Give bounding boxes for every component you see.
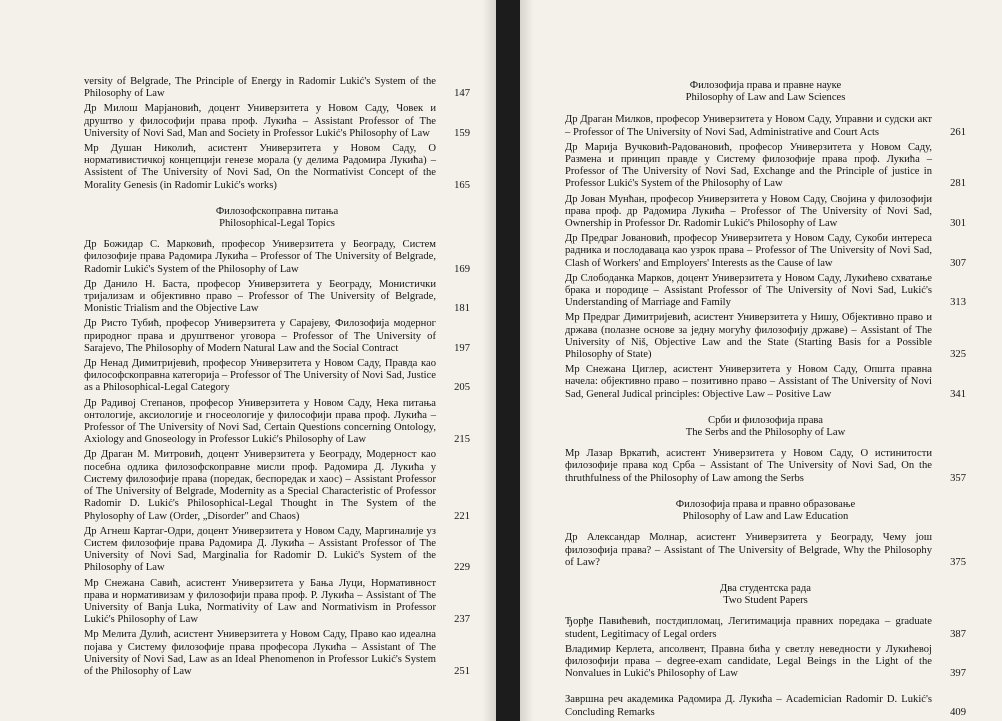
toc-entry	[565, 273, 966, 310]
page-number: 387	[950, 628, 966, 640]
toc-entry	[565, 616, 966, 640]
page-number: 237	[454, 614, 470, 626]
section-title-sr: Филозофија права и правно образовање	[675, 498, 856, 510]
page-number: 221	[454, 510, 470, 522]
gutter-shadow	[520, 0, 534, 721]
page-number: 307	[950, 257, 966, 269]
page-number: 375	[950, 556, 966, 568]
toc-entry-closing	[565, 694, 966, 718]
section-heading	[565, 80, 966, 104]
page-number: 261	[950, 126, 966, 138]
page-number: 409	[950, 706, 966, 718]
toc-entry	[565, 448, 966, 485]
entry-text: Мр Предраг Димитријевић, асистент Универзитета у Нишу, Објективно право и држава (полазне основе за једну могућу филозофију државе) – Assistant of The University of Niš, Objective Law and the State (Starting Basis for a Possible Philosophy of State)	[565, 312, 932, 361]
entry-text: Мр Снежана Савић, асистент Универзитета у Бања Луци, Нормативност права и нормативизам у филозофији права проф. Р. Лукића – Assistant of The University of Banja Luka, Normativity of Law and Normativism in Professor Lukić's Philosophy of Law	[84, 577, 436, 626]
page-number: 205	[454, 382, 470, 394]
page-number: 251	[454, 665, 470, 677]
section-heading	[565, 415, 966, 439]
entry-text: Др Радивој Степанов, професор Универзитета у Новом Саду, Нека питања онтологије, аксиологије и гносеологије у философији права проф. Лукића – Professor of The University of Novi Sad, Certain Questions concerning Ontology, Axiology and Gnoseology in Professor Lukić's Philosophy of Law	[84, 397, 436, 446]
entry-text: Мр Душан Николић, асистент Универзитета у Новом Саду, О нормативистичкој концепцији генезе морала (у делима Радомира Лукића) – Assistent of The University of Novi Sad, On the Normativist Concept of the Morality Genesis (in Radomir Lukić's works)	[84, 143, 436, 191]
entry-text: Др Драган М. Митровић, доцент Универзитета у Београду, Модерност као посебна одлика филозофскоправне мисли проф. Радомира Д. Лукића у Систему филозофије права (поредак, беспоредак и хаос) – Assistant Professor of The University of Belgrade, Modernity as a Special Characteristic of Professor Radomir D. Lukić's Philosophical-Legal Thought in The System of the Phylosophy of Law (Order, „Disorder" and Chaos)	[84, 449, 436, 522]
entry-text: Др Данило Н. Баста, професор Универзитета у Београду, Монистички тријализам и објективно право – Professor of The University of Belgrade, Monistic Trialism and the Objective Law	[84, 278, 436, 315]
entry-text: Др Предраг Јовановић, професор Универзитета у Новом Саду, Сукоби интереса радника и послодаваца као узрок права – Professor of The University of Novi Sad, Clash of Workers' and Employers' Interests as the Cause of law	[565, 233, 932, 269]
page-number: 169	[454, 263, 470, 275]
toc-entry	[84, 103, 470, 140]
page-number: 397	[950, 668, 966, 680]
entry-text: Мр Мелита Дулић, асистент Универзитета у Новом Саду, Право као идеална појава у Систему филозофије права професора Лукића – Assistant of The University of Novi Sad, Law as an Ideal Phenomenon in Professor Lukić's System of the Philosophy of Law	[84, 629, 436, 677]
entry-text: Др Агнеш Картаг-Одри, доцент Универзитета у Новом Саду, Маргиналије уз Систем филозофије права Радомира Д. Лукића – Assistant Professor of The University of Novi Sad, Marginalia for Radomir D. Lukić's System of the Philosophy of Law	[84, 525, 436, 574]
toc-entry	[565, 532, 966, 569]
page-number: 301	[950, 218, 966, 230]
toc-entry	[565, 364, 966, 401]
entry-text: Др Слободанка Марков, доцент Универзитета у Новом Саду, Лукићево схватање брака и породице – Assistant Professor of The University of Novi Sad, Lukić's Understanding of Marriage and Family	[565, 272, 932, 309]
toc-entry	[84, 318, 470, 355]
entry-text: Мр Лазар Вркатић, асистент Универзитета у Новом Саду, О истинитости филозофије права код Срба – Assistant of The University of Novi Sad, On the thruthfulness of the Philosophy of Law among the Serbs	[565, 448, 932, 484]
toc-entry	[565, 644, 966, 681]
entry-text: Владимир Керлета, апсолвент, Правна бића у светлу неведности у Лукићевој филозофији права – degree-exam candidate, Legal Beings in the Light of the Nonvalues in Lukić's Philosophy of Law	[565, 643, 932, 680]
section-title-en: The Serbs and the Philosophy of Law	[685, 427, 846, 439]
section-heading	[84, 206, 470, 230]
page-number: 325	[950, 349, 966, 361]
page-number: 147	[454, 88, 470, 100]
toc-entry	[84, 629, 470, 678]
section-title-en: Philosophical-Legal Topics	[219, 218, 335, 230]
entry-text: Др Марија Вучковић-Радовановић, професор Универзитета у Новом Саду, Размена и принцип правде у Систему филозофије права проф. Лукића – Professor of The University of Novi Sad, Exchange and the Principle of justice in Professor Lukić's System of the Philosophy of Law	[565, 141, 932, 190]
entry-text: Завршна реч академика Радомира Д. Лукића – Academician Radomir D. Lukić's Concluding Remarks	[565, 694, 932, 718]
gutter-shadow	[482, 0, 496, 721]
entry-text: Др Александар Молнар, асистент Универзитета у Београду, Чему још филозофија права? – Assistant of The University of Belgrade, Why the Philosophy of Law?	[565, 532, 932, 568]
section-title-sr: Филозофија права и правне науке	[689, 80, 842, 91]
section-title-en: Philosophy of Law and Law Sciences	[685, 92, 846, 104]
toc-entry	[84, 578, 470, 627]
toc-entry	[565, 312, 966, 361]
page-number: 357	[950, 472, 966, 484]
toc-entry	[565, 142, 966, 191]
page-number: 215	[454, 434, 470, 446]
page-number: 197	[454, 342, 470, 354]
entry-text: Мр Снежана Циглер, асистент Универзитета у Новом Саду, Општа правна начела: објективно право – позитивно право – Assistant of The University of Novi Sad, General Judical principles: Objective Law – Positive Law	[565, 364, 932, 400]
entry-text: Др Ристо Тубић, професор Универзитета у Сарајеву, Филозофија модерног природног права и друштвеног уговора – Professor of The University of Sarajevo, The Philosophy of Modern Natural Law and the Social Contract	[84, 318, 436, 354]
entry-text: Др Јован Мунћан, професор Универзитета у Новом Саду, Својина у филозофији права проф. др Радомира Лукића – Professor of The University of Novi Sad, Ownership in Professor Dr. Radomir Lukić's Philosophy of Law	[565, 193, 932, 230]
page-number: 159	[454, 127, 470, 139]
toc-entry	[84, 76, 470, 100]
section-title-en: Two Student Papers	[723, 595, 808, 607]
right-page	[520, 0, 1002, 721]
section-title-sr: Филозофскоправна питања	[215, 205, 339, 217]
toc-entry	[565, 194, 966, 231]
entry-text: Ђорђе Павићевић, постдипломац, Легитимација правних поредака – graduate student, Legitimacy of Legal orders	[565, 616, 932, 640]
page-number: 229	[454, 562, 470, 574]
entry-text: Др Милош Марјановић, доцент Универзитета у Новом Саду, Човек и друштво у философији права проф. Лукића – Assistant Professor of The University of Novi Sad, Man and Society in Professor Lukić's Philosophy of Law	[84, 103, 436, 139]
entry-text: Др Драган Милков, професор Универзитета у Новом Саду, Управни и судски акт – Professor of The University of Novi Sad, Administrative and Court Acts	[565, 114, 932, 138]
page-number: 165	[454, 179, 470, 191]
entry-text: Др Ненад Димитријевић, професор Универзитета у Новом Саду, Правда као философскоправна категорија – Professor of The University of Novi Sad, Justice as a Philosophical-Legal Category	[84, 358, 436, 394]
section-heading	[565, 583, 966, 607]
page-number: 313	[950, 297, 966, 309]
section-heading	[565, 499, 966, 523]
entry-text: versity of Belgrade, The Principle of Energy in Radomir Lukić's System of the Philosophy of Law	[84, 76, 436, 100]
toc-entry	[84, 526, 470, 575]
left-page	[0, 0, 496, 721]
section-title-en: Philosophy of Law and Law Education	[682, 511, 849, 523]
entry-text: Др Божидар С. Марковић, професор Универзитета у Београду, Систем филозофије права Радомира Лукића – Professor of The University of Belgrade, Radomir Lukić's System of the Philosophy of Law	[84, 239, 436, 275]
toc-entry	[84, 143, 470, 192]
section-title-sr: Два студентска рада	[720, 582, 811, 594]
page-number: 341	[950, 388, 966, 400]
toc-entry	[565, 114, 966, 138]
toc-entry	[84, 239, 470, 276]
toc-entry	[84, 358, 470, 395]
toc-entry	[565, 233, 966, 270]
toc-entry	[84, 398, 470, 447]
page-number: 181	[454, 303, 470, 315]
page-number: 281	[950, 178, 966, 190]
toc-entry	[84, 279, 470, 316]
toc-entry	[84, 449, 470, 522]
section-title-sr: Срби и филозофија права	[708, 414, 823, 426]
